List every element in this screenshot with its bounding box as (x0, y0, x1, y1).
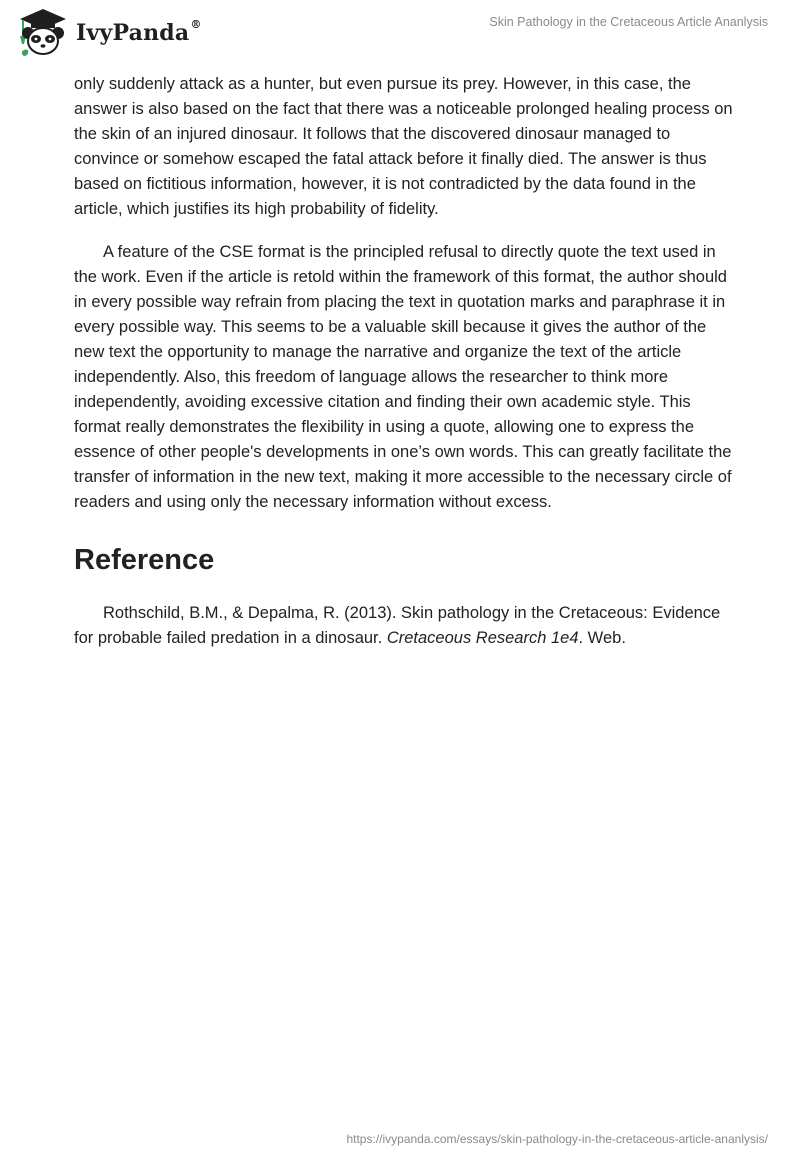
reference-citation: Rothschild, B.M., & Depalma, R. (2013). Skin pathology in the Cretaceous: Evidence for probable failed predation in a dinosaur. (74, 604, 721, 648)
panda-graduation-cap-icon (14, 6, 72, 58)
source-url[interactable]: https://ivypanda.com/essays/skin-pathology-in-the-cretaceous-article-ananlysis/ (346, 1132, 768, 1146)
brand-name-text: IvyPanda (76, 20, 190, 46)
document-title: Skin Pathology in the Cretaceous Article Ananlysis (489, 15, 768, 29)
reference-heading: Reference (74, 544, 215, 577)
ivypanda-logo[interactable] (14, 6, 202, 58)
reference-journal: Cretaceous Research 1e4 (386, 629, 579, 648)
registered-mark: ® (190, 18, 202, 31)
page-header (0, 0, 800, 70)
document-body (74, 72, 734, 651)
reference-entry (74, 601, 734, 651)
brand-name (76, 20, 202, 46)
reference-suffix: . Web. (578, 629, 626, 648)
paragraph-cse-format: A feature of the CSE format is the principled refusal to directly quote the text used in the work. Even if the article is retold within the framework of this format, the author should in every possible way refrain from placing the text in quotation marks and paraphrase it in every possible way. This seems to be a valuable skill because it gives the author of the new text the opportunity to manage the narrative and organize the text of the article independently. Also, this freedom of language allows the researcher to think more independently, avoiding excessive citation and finding their own academic style. This format really demonstrates the flexibility in using a quote, allowing one to express the essence of other people's developments in one’s own words. This can greatly facilitate the transfer of information in the new text, making it more accessible to the necessary circle of readers and using only the necessary information without excess. (74, 243, 732, 511)
paragraph-continued: only suddenly attack as a hunter, but even pursue its prey. However, in this case, the answer is also based on the fact that there was a noticeable prolonged healing process on the skin of an injured dinosaur. It follows that the discovered dinosaur managed to convince or somehow escaped the fatal attack before it finally died. The answer is thus based on fictitious information, however, it is not contradicted by the data found in the article, which justifies its high probability of fidelity. (74, 75, 733, 218)
